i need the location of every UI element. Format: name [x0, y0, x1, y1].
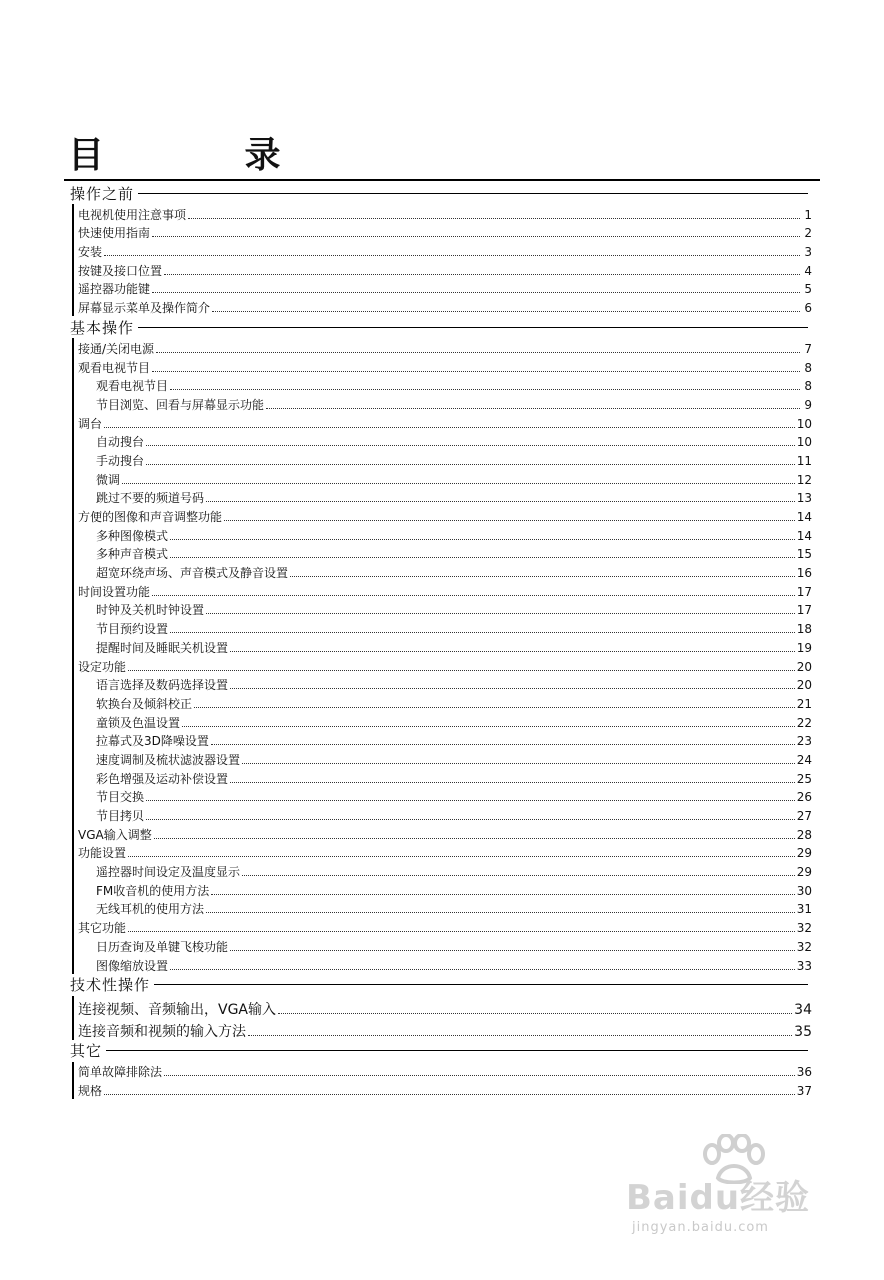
toc-entry-page: 8	[804, 379, 812, 394]
toc-entry-page: 5	[804, 282, 812, 297]
title-rule	[64, 179, 820, 181]
dot-leader	[242, 875, 795, 876]
toc-entry-label: 遥控器时间设定及温度显示	[96, 865, 241, 880]
toc-entry-page: 31	[796, 902, 812, 917]
toc-entry[interactable]	[74, 297, 812, 316]
toc-entry[interactable]	[74, 731, 812, 750]
toc-entry[interactable]	[74, 955, 812, 974]
toc-entry[interactable]	[74, 600, 812, 619]
dot-leader	[242, 763, 795, 764]
toc-entry[interactable]	[74, 562, 812, 581]
section-heading	[64, 316, 812, 338]
toc-entry-label: 连接视频、音频输出，VGA输入	[78, 1001, 277, 1018]
toc-entry-label: 自动搜台	[96, 435, 145, 450]
dot-leader	[194, 707, 795, 708]
toc-entry-label: 快速使用指南	[78, 226, 151, 241]
toc-entry-page: 15	[796, 547, 812, 562]
section-rule	[138, 327, 808, 328]
toc-section	[64, 316, 812, 973]
section-title: 基本操作	[70, 318, 135, 337]
toc-entry[interactable]	[74, 637, 812, 656]
toc-entry-page: 10	[796, 416, 812, 431]
toc-entry-page: 24	[796, 752, 812, 767]
section-entries	[72, 338, 812, 973]
toc-entry[interactable]	[74, 675, 812, 694]
toc-entry[interactable]	[74, 843, 812, 862]
dot-leader	[230, 651, 795, 652]
toc-entry-page: 17	[796, 603, 812, 618]
toc-entry[interactable]	[74, 805, 812, 824]
dot-leader	[266, 408, 800, 409]
toc-entry-page: 18	[796, 622, 812, 637]
section-title: 操作之前	[70, 184, 135, 203]
toc-entry[interactable]	[74, 279, 812, 298]
toc-entry-label: 简单故障排除法	[78, 1065, 163, 1080]
toc-entry-page: 26	[796, 790, 812, 805]
toc-entry-page: 2	[804, 226, 812, 241]
section-heading	[64, 974, 812, 996]
dot-leader	[128, 856, 795, 857]
toc-entry[interactable]	[74, 1080, 812, 1099]
dot-leader	[128, 931, 795, 932]
toc-entry-page: 28	[796, 827, 812, 842]
toc-entry-page: 3	[804, 245, 812, 260]
toc-entry-page: 20	[796, 678, 812, 693]
dot-leader	[164, 274, 800, 275]
toc-entry-label: 接通/关闭电源	[78, 341, 155, 356]
toc-entry[interactable]	[74, 936, 812, 955]
toc-entry[interactable]	[74, 861, 812, 880]
toc-entry-label: 软换台及倾斜校正	[96, 696, 193, 711]
toc-section	[64, 182, 812, 316]
toc-entry[interactable]	[74, 749, 812, 768]
section-title: 其它	[70, 1042, 103, 1060]
dot-leader	[230, 950, 795, 951]
toc-entry-label: 彩色增强及运动补偿设置	[96, 771, 229, 786]
toc-entry-page: 32	[796, 921, 812, 936]
toc-entry-label: 时钟及关机时钟设置	[96, 603, 205, 618]
toc-entry-page: 30	[796, 883, 812, 898]
toc-entry-label: 连接音频和视频的输入方法	[78, 1023, 246, 1040]
toc-entry-page: 12	[796, 472, 812, 487]
toc-entry-page: 10	[796, 435, 812, 450]
toc-entry[interactable]	[74, 376, 812, 395]
toc-entry-page: 14	[796, 510, 812, 524]
toc-entry-label: FM收音机的使用方法	[96, 883, 210, 898]
baidu-watermark	[626, 1134, 826, 1254]
toc-entry-page: 33	[796, 958, 812, 973]
dot-leader	[146, 800, 795, 801]
section-rule	[138, 193, 808, 194]
toc-entry-label: 观看电视节目	[96, 379, 169, 394]
dot-leader	[211, 894, 794, 895]
toc-entry-page: 13	[796, 491, 812, 506]
toc-entry-page: 34	[794, 1001, 812, 1018]
toc-entry[interactable]	[74, 357, 812, 376]
toc-entry-page: 20	[796, 659, 812, 674]
toc-entry-label: 设定功能	[78, 659, 127, 674]
dot-leader	[104, 1094, 795, 1095]
watermark-url: jingyan.baidu.com	[632, 1220, 769, 1235]
dot-leader	[152, 595, 795, 596]
toc-entry[interactable]	[74, 917, 812, 936]
toc-entry-page: 29	[796, 846, 812, 861]
toc-entry[interactable]	[74, 544, 812, 563]
toc-entry-page: 17	[796, 584, 812, 599]
toc-entry-label: 电视机使用注意事项	[78, 207, 187, 222]
toc-entry[interactable]	[74, 432, 812, 451]
toc-entry[interactable]	[74, 768, 812, 787]
dot-leader	[248, 1035, 792, 1036]
dot-leader	[104, 427, 795, 428]
toc-section	[64, 1040, 812, 1099]
section-heading	[64, 182, 812, 204]
watermark-brand: Baidu经验	[626, 1178, 811, 1218]
toc-entry-page: 11	[796, 453, 812, 468]
toc-entry-label: 规格	[78, 1083, 103, 1098]
toc-entry-page: 23	[796, 734, 812, 749]
toc-entry[interactable]	[74, 338, 812, 357]
toc-entry[interactable]	[74, 880, 812, 899]
section-heading	[64, 1040, 812, 1062]
toc-entry-label: 功能设置	[78, 846, 127, 861]
dot-leader	[212, 311, 800, 312]
toc-entry-label: 语言选择及数码选择设置	[96, 678, 229, 693]
dot-leader	[290, 576, 795, 577]
toc-entry-label: 节目交换	[96, 790, 145, 805]
toc-entry-label: 超宽环绕声场、声音模式及静音设置	[96, 566, 289, 581]
toc-entry-label: 屏幕显示菜单及操作简介	[78, 301, 211, 316]
toc-entry-page: 37	[796, 1083, 812, 1098]
toc-entry-page: 4	[804, 263, 812, 278]
toc-entry-label: 日历查询及单键飞梭功能	[96, 939, 229, 954]
dot-leader	[154, 838, 795, 839]
toc-entry[interactable]	[74, 525, 812, 544]
toc-entry[interactable]	[74, 413, 812, 432]
dot-leader	[170, 557, 795, 558]
toc-entry-page: 6	[804, 301, 812, 316]
toc-entry[interactable]	[74, 204, 812, 223]
toc-entry-label: 多种图像模式	[96, 528, 169, 543]
toc-entry[interactable]	[74, 618, 812, 637]
toc-entry-label: 其它功能	[78, 921, 127, 936]
toc-entry[interactable]	[74, 712, 812, 731]
dot-leader	[146, 445, 795, 446]
toc-entry-label: 观看电视节目	[78, 360, 151, 375]
dot-leader	[278, 1013, 792, 1014]
toc-section	[64, 974, 812, 1040]
dot-leader	[170, 632, 795, 633]
section-entries	[72, 996, 812, 1040]
toc-entry-label: 调台	[78, 416, 103, 431]
toc-entry[interactable]	[74, 581, 812, 600]
toc-entry[interactable]	[74, 693, 812, 712]
section-rule	[106, 1050, 808, 1051]
toc-entry-page: 21	[796, 696, 812, 711]
toc-entry-page: 35	[794, 1023, 812, 1040]
toc-entry-label: 无线耳机的使用方法	[96, 902, 205, 917]
section-entries	[72, 204, 812, 316]
dot-leader	[206, 613, 795, 614]
toc-entry[interactable]	[74, 450, 812, 469]
toc-entry-page: 27	[796, 809, 812, 823]
toc-entry-page: 32	[796, 939, 812, 954]
dot-leader	[230, 688, 795, 689]
dot-leader	[170, 539, 795, 540]
toc-entry-label: 童锁及色温设置	[96, 715, 181, 730]
toc-entry-page: 29	[796, 865, 812, 880]
dot-leader	[211, 744, 795, 745]
section-title: 技术性操作	[70, 976, 151, 994]
toc-entry-label: 多种声音模式	[96, 547, 169, 562]
toc-entry-label: 时间设置功能	[78, 584, 151, 599]
toc-entry-label: 遥控器功能键	[78, 282, 151, 297]
toc-entry-label: 安装	[78, 245, 103, 260]
dot-leader	[230, 782, 795, 783]
dot-leader	[224, 520, 795, 521]
dot-leader	[156, 352, 800, 353]
toc-entry-label: 方便的图像和声音调整功能	[78, 510, 223, 524]
section-entries	[72, 1062, 812, 1099]
dot-leader	[104, 255, 800, 256]
dot-leader	[164, 1075, 795, 1076]
page-title: 目 录	[68, 135, 345, 176]
dot-leader	[206, 501, 795, 502]
toc-entry-label: 按键及接口位置	[78, 263, 163, 278]
toc-entry-page: 22	[796, 715, 812, 730]
toc-entry-label: 节目拷贝	[96, 809, 145, 823]
toc-entry-label: 图像缩放设置	[96, 958, 169, 973]
toc-entry-label: 提醒时间及睡眠关机设置	[96, 640, 229, 655]
toc-entry[interactable]	[74, 1062, 812, 1081]
toc-entry-label: 手动搜台	[96, 453, 145, 468]
toc-entry-page: 9	[804, 397, 812, 412]
toc-entry-label: 跳过不要的频道号码	[96, 491, 205, 506]
dot-leader	[152, 292, 800, 293]
toc-entry[interactable]	[74, 824, 812, 843]
toc-entry-label: 拉幕式及3D降噪设置	[96, 734, 209, 749]
toc-entry-label: 节目预约设置	[96, 622, 169, 637]
dot-leader	[122, 483, 795, 484]
dot-leader	[170, 969, 795, 970]
dot-leader	[152, 371, 800, 372]
toc-entry[interactable]	[74, 996, 812, 1018]
dot-leader	[182, 726, 795, 727]
toc-entry[interactable]	[74, 488, 812, 507]
toc-entry[interactable]	[74, 656, 812, 675]
toc-entry-page: 25	[796, 771, 812, 786]
dot-leader	[170, 389, 800, 390]
toc-entry[interactable]	[74, 1018, 812, 1040]
dot-leader	[206, 912, 795, 913]
toc-entry-page: 1	[804, 207, 812, 222]
dot-leader	[146, 819, 795, 820]
section-rule	[154, 984, 808, 985]
toc-entry[interactable]	[74, 260, 812, 279]
dot-leader	[188, 218, 800, 219]
table-of-contents	[64, 182, 812, 1099]
dot-leader	[152, 236, 800, 237]
toc-entry-page: 19	[796, 640, 812, 655]
dot-leader	[146, 464, 795, 465]
toc-entry-page: 14	[796, 528, 812, 543]
toc-entry[interactable]	[74, 469, 812, 488]
dot-leader	[128, 670, 795, 671]
toc-entry[interactable]	[74, 241, 812, 260]
toc-entry[interactable]	[74, 394, 812, 413]
toc-entry-page: 7	[804, 341, 812, 356]
toc-entry[interactable]	[74, 223, 812, 242]
toc-entry[interactable]	[74, 506, 812, 525]
toc-entry-page: 36	[796, 1065, 812, 1080]
toc-entry-page: 16	[796, 566, 812, 581]
toc-entry-label: 速度调制及梳状滤波器设置	[96, 752, 241, 767]
toc-entry-page: 8	[804, 360, 812, 375]
toc-entry-label: 节目浏览、回看与屏幕显示功能	[96, 397, 265, 412]
toc-entry-label: VGA输入调整	[78, 827, 152, 842]
toc-entry[interactable]	[74, 899, 812, 918]
toc-entry-label: 微调	[96, 472, 121, 487]
toc-entry[interactable]	[74, 787, 812, 806]
